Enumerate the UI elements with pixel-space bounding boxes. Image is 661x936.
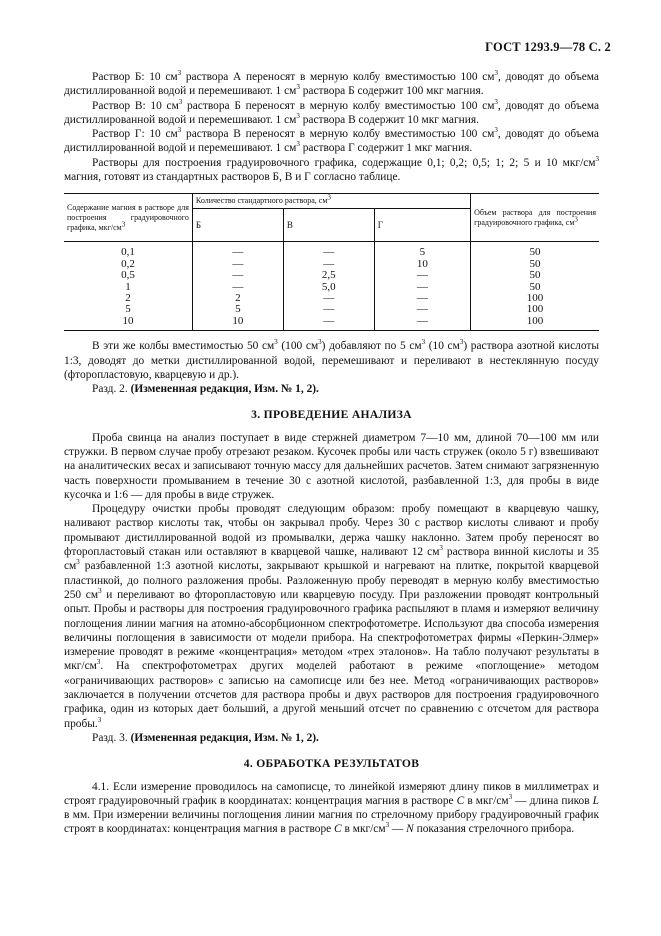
calibration-table xyxy=(64,193,599,331)
section-title-processing: 4. ОБРАБОТКА РЕЗУЛЬТАТОВ xyxy=(243,757,420,771)
table-cell: 50 xyxy=(529,280,541,293)
table-cell: 0,2 xyxy=(64,259,192,270)
table-cell: 10 xyxy=(192,316,283,331)
table-cell: 100 xyxy=(526,303,544,316)
table-cell: 5 xyxy=(64,304,192,315)
table-cell: 100 xyxy=(471,316,599,331)
paragraph-4-1: 4.1. Если измерение проводилось на самописце, то линейкой измеряют длину пиков в миллиметрах и строят градуировочный график в координатах: концентрация магния в растворе С в мкг/$см^3$ — длина пиков L в мм. При измерении величины поглощения линии магния по стрелочному прибору градуировочный график строят в координатах: концентрация магния в растворе С в мкг/$см^3$ — N показания стрелочного прибора. xyxy=(64,780,599,836)
page-header: ГОСТ 1293.9—78 С. 2 xyxy=(485,40,611,54)
section-title-analysis: 3. ПРОВЕДЕНИЕ АНАЛИЗА xyxy=(251,408,412,422)
table-cell: 5,0 xyxy=(283,282,374,293)
paragraph-calibration-solutions: Растворы для построения градуировочного графика, содержащие 0,1; 0,2; 0,5; 1; 2; 5 и 10 мкг/$см^3$ магния, готовят из стандартных растворов Б, В и Г согласно таблице. xyxy=(64,154,599,184)
table-cell: 2 xyxy=(64,293,192,304)
table-cell: 10 xyxy=(374,259,470,270)
table-header-solution-volume: Объем раствора для построения градуировочного графика, $см^3$ xyxy=(471,194,599,242)
table-header-v: В xyxy=(283,209,374,242)
note-section-3: Разд. 3. (Измененная редакция, Изм. № 1, 2). xyxy=(92,731,319,744)
table-cell: 100 xyxy=(526,292,544,304)
paragraph-nitric-acid: В эти же колбы вместимостью 50 $см^3$ (100 $см^3$) добавляют по 5 $см^3$ (10 $см^3$) раствора азотной кислоты 1:3, доводят до метки дистиллированной водой, перемешивают и переливают в нестеклянную посуду (фторопластовую, кварцевую и др.). xyxy=(64,338,600,381)
table-header-g: Г xyxy=(374,209,470,242)
table-cell: — xyxy=(192,242,283,259)
table-cell: — xyxy=(374,316,470,331)
table-cell: — xyxy=(192,282,283,293)
table-row xyxy=(64,316,599,331)
table-cell: 5 xyxy=(374,242,470,259)
table-cell: 50 xyxy=(529,246,541,259)
table-cell: 2 xyxy=(192,293,283,304)
table-header-magnesium: Содержание магния в растворе для построения градуировочного графика, мкг/$см^3$ xyxy=(64,194,192,242)
page-content xyxy=(64,70,599,837)
table-cell: 2,5 xyxy=(283,270,374,281)
table-cell: 5 xyxy=(192,304,283,315)
table-header-standard-volume: Количество стандартного раствора, $см^3$ xyxy=(192,194,470,209)
table-cell: — xyxy=(374,270,470,281)
paragraph-solution-g: Раствор Г: 10 $см^3$ раствора В переносят в мерную колбу вместимостью 100 $см^3$, доводят до объема дистиллированной водой и перемешивают. 1 $см^3$ раствора Г содержит 1 мкг магния. xyxy=(64,126,599,155)
table-cell: — xyxy=(283,259,374,270)
table-cell: — xyxy=(283,316,374,331)
table-cell: 1 xyxy=(64,282,192,293)
paragraph-procedure: Процедуру очистки пробы проводят следующим образом: пробу помещают в кварцевую чашку, наливают раствор кислоты так, чтобы он закрывал пробу. Через 30 с раствор кислоты сливают и пробу промывают дистиллированной водой из промывалки, держа чашку наклонно. Затем пробу переносят во фторопластовый стакан или оставляют в кварцевой чашке, наливают 12 $см^3$ раствора винной кислоты и 35 $см^3$ разбавленной 1:3 азотной кислоты, закрывают крышкой и нагревают на плитке, покрытой кварцевой пластинкой, до полного разложения пробы. Разложенную пробу переводят в мерную колбу вместимостью 250 $см^3$ и переливают во фторопластовую или кварцевую посуду. При разложении проводят контрольный опыт. Пробы и растворы для построения градуировочного графика распыляют в пламя и измеряют величину поглощения линии магния на атомно-абсорбционном спектрофотометре. Используют два способа измерения величины поглощения в зависимости от модели прибора. На спектрофотометрах фирмы «Перкин-Элмер» измерение проводят в режиме «концентрация» методом «трех эталонов». На табло получают результаты в мкг/$см^3$. На спектрофотометрах других моделей работают в режиме «поглощение» методом «ограничивающих растворов» с записью на самописце или без нее. Метод «ограничивающих растворов» заключается в получении отсчетов для раствора пробы и двух растворов для построения градуировочного графика, один из которых дает больший, а другой меньший отсчет по сравнению с отсчетом для раствора пробы.$^3$ xyxy=(64,503,599,730)
table-row xyxy=(64,270,599,281)
table-cell: — xyxy=(192,270,283,281)
note-section-2: Разд. 2. (Измененная редакция, Изм. № 1, 2). xyxy=(92,383,319,396)
table-cell: 0,1 xyxy=(64,242,192,259)
table-cell: — xyxy=(374,293,470,304)
paragraph-sample: Проба свинца на анализ поступает в виде стержней диаметром 7—10 мм, длиной 70—100 мм или стружки. В первом случае пробу отрезают резаком. Кусочек пробы или часть стружек (около 5 г) взвешивают на аналитических весах и записывают точную массу для дальнейших расчетов. Затем снимают загрязненную часть поверхности промыванием в течение 30 с азотной кислотой, разбавленной 1:3, для пробы в виде кусочка и 1:6 — для пробы в виде стружек. xyxy=(64,431,599,501)
table-cell: — xyxy=(374,304,470,315)
table-cell: — xyxy=(283,293,374,304)
table-cell: — xyxy=(192,259,283,270)
table-cell: 0,5 xyxy=(64,270,192,281)
table-header-b: Б xyxy=(192,209,283,242)
table-cell: 50 xyxy=(529,257,541,270)
table-cell: 10 xyxy=(64,316,192,331)
paragraph-solution-b: Раствор Б: 10 $см^3$ раствора А переносят в мерную колбу вместимостью 100 $см^3$, доводят до объема дистиллированной водой и перемешивают. 1 $см^3$ раствора Б содержит 100 мкг магния. xyxy=(64,69,599,98)
paragraph-solution-v: Раствор В: 10 $см^3$ раствора Б переносят в мерную колбу вместимостью 100 $см^3$, доводят до объема дистиллированной водой и перемешивают. 1 $см^3$ раствора В содержит 10 мкг магния. xyxy=(64,97,600,126)
table-body xyxy=(64,242,599,331)
table-cell: — xyxy=(283,242,374,259)
table-cell: 50 xyxy=(529,269,541,282)
table-cell: — xyxy=(374,282,470,293)
table-cell: — xyxy=(283,304,374,315)
table-row xyxy=(64,242,599,259)
